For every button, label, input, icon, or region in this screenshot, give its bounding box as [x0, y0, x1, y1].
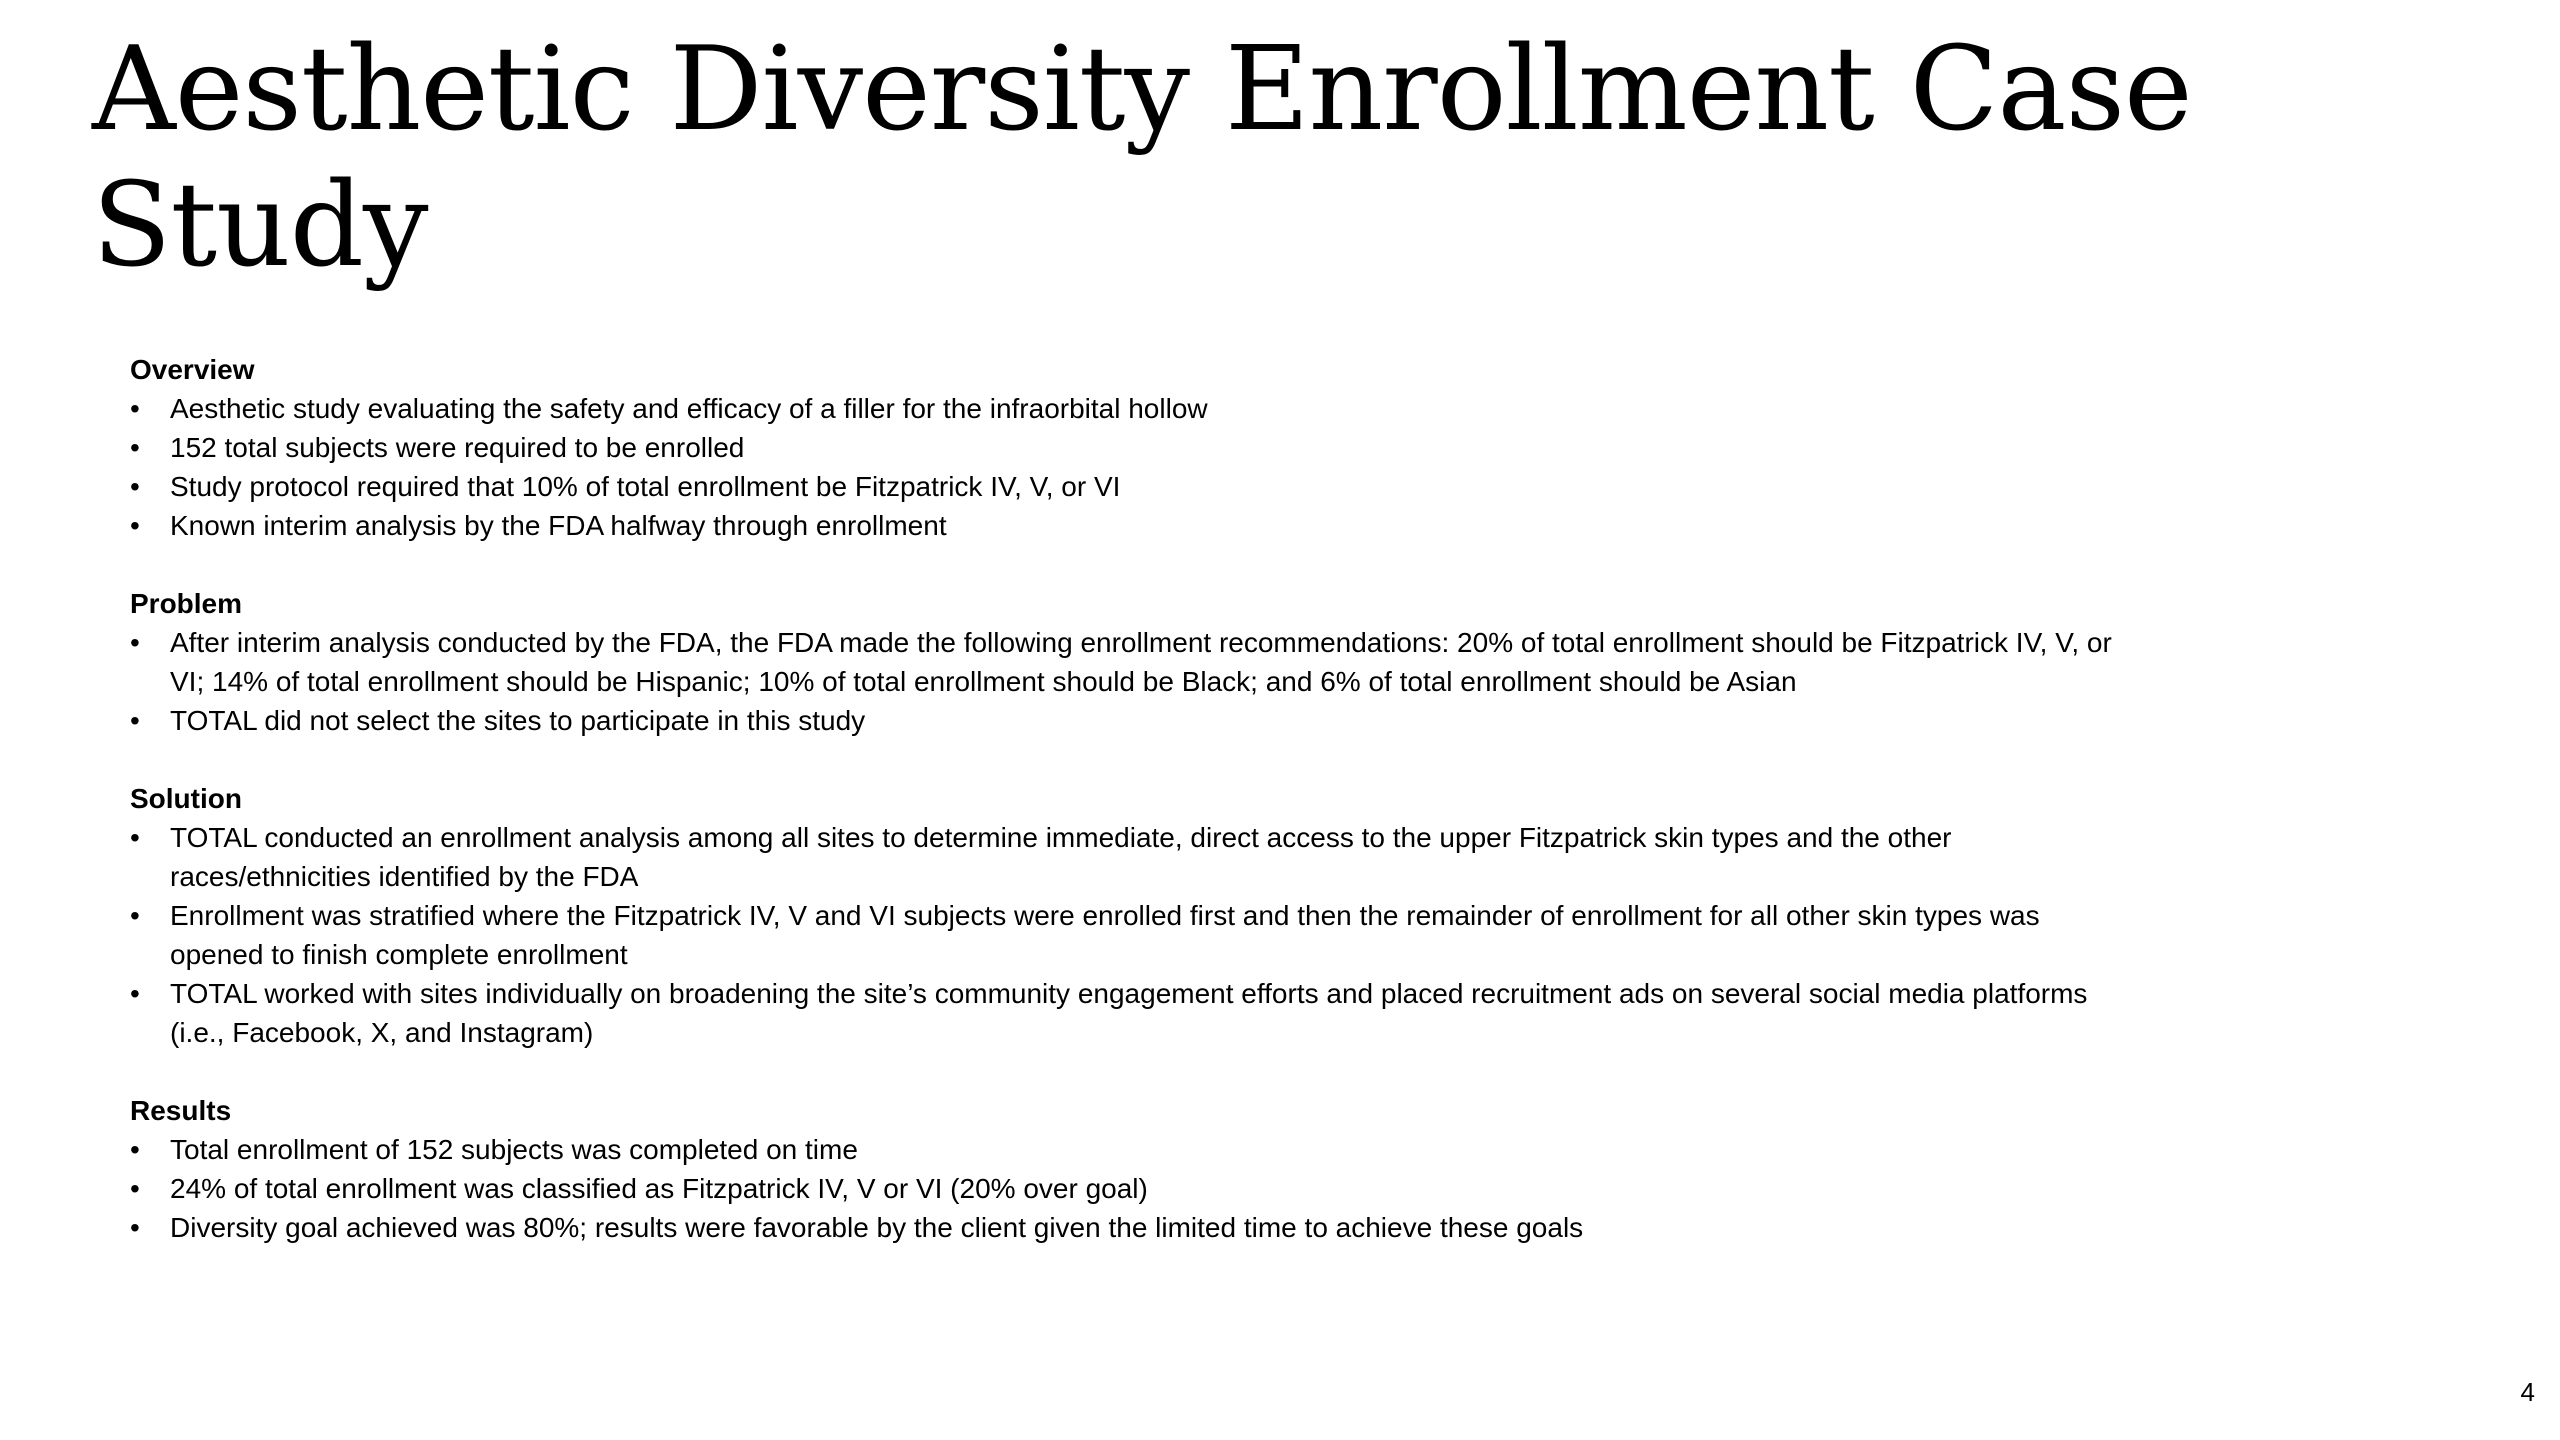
bullet-item: [130, 623, 2130, 701]
bullet-item: [130, 506, 2130, 545]
bullet-list: [130, 623, 2130, 740]
section-heading: Results: [130, 1095, 232, 1126]
section-problem: [130, 584, 2130, 740]
bullet-item: [130, 1208, 2130, 1247]
bullet-text: Total enrollment of 152 subjects was completed on time: [170, 1134, 858, 1165]
bullet-icon: •: [130, 432, 140, 463]
bullet-item: [130, 896, 2130, 974]
bullet-text: Known interim analysis by the FDA halfway through enrollment: [170, 510, 947, 541]
bullet-list: [130, 1130, 2130, 1247]
bullet-icon: •: [130, 900, 140, 931]
bullet-icon: •: [130, 1134, 140, 1165]
bullet-list: [130, 389, 2130, 545]
bullet-item: [130, 818, 2130, 896]
bullet-icon: •: [130, 705, 140, 736]
section-heading: Solution: [130, 783, 242, 814]
bullet-text: Diversity goal achieved was 80%; results were favorable by the client given the limited time to achieve these goals: [170, 1212, 1584, 1243]
bullet-item: [130, 1130, 2130, 1169]
bullet-item: [130, 428, 2130, 467]
section-heading: Problem: [130, 588, 243, 619]
bullet-item: [130, 1169, 2130, 1208]
bullet-item: [130, 701, 2130, 740]
bullet-icon: •: [130, 510, 140, 541]
bullet-text: 152 total subjects were required to be enrolled: [170, 432, 745, 463]
section-solution: [130, 779, 2130, 1052]
page-number: 4: [2520, 1377, 2535, 1407]
bullet-item: [130, 389, 2130, 428]
section-results: [130, 1091, 2130, 1247]
bullet-icon: •: [130, 822, 140, 853]
section-heading: Overview: [130, 354, 255, 385]
bullet-text: 24% of total enrollment was classified as Fitzpatrick IV, V or VI (20% over goal): [170, 1173, 1148, 1204]
bullet-icon: •: [130, 978, 140, 1009]
bullet-text: Enrollment was stratified where the Fitzpatrick IV, V and VI subjects were enrolled first and then the remainder of enrollment for all other skin types was opened to finish complete enrollment: [170, 900, 2040, 970]
bullet-text: Study protocol required that 10% of total enrollment be Fitzpatrick IV, V, or VI: [170, 471, 1121, 502]
bullet-icon: •: [130, 1173, 140, 1204]
bullet-icon: •: [130, 471, 140, 502]
bullet-text: TOTAL did not select the sites to participate in this study: [170, 705, 866, 736]
bullet-icon: •: [130, 627, 140, 658]
slide-content: [130, 350, 2130, 1286]
bullet-list: [130, 818, 2130, 1052]
bullet-icon: •: [130, 393, 140, 424]
bullet-text: After interim analysis conducted by the FDA, the FDA made the following enrollment recommendations: 20% of total enrollment should be Fitzpatrick IV, V, or VI; 14% of total enrollment should be Hispanic; 10% of total enrollment should be Black; and 6% of total enrollment should be Asian: [170, 627, 2112, 697]
bullet-item: [130, 467, 2130, 506]
bullet-text: TOTAL worked with sites individually on broadening the site’s community engagement efforts and placed recruitment ads on several social media platforms (i.e., Facebook, X, and Instagram): [170, 978, 2088, 1048]
bullet-text: TOTAL conducted an enrollment analysis among all sites to determine immediate, direct access to the upper Fitzpatrick skin types and the other races/ethnicities identified by the FDA: [170, 822, 1952, 892]
slide-title: Aesthetic Diversity Enrollment Case Study: [92, 22, 2192, 293]
bullet-item: [130, 974, 2130, 1052]
bullet-icon: •: [130, 1212, 140, 1243]
bullet-text: Aesthetic study evaluating the safety and efficacy of a filler for the infraorbital hollow: [170, 393, 1208, 424]
section-overview: [130, 350, 2130, 545]
